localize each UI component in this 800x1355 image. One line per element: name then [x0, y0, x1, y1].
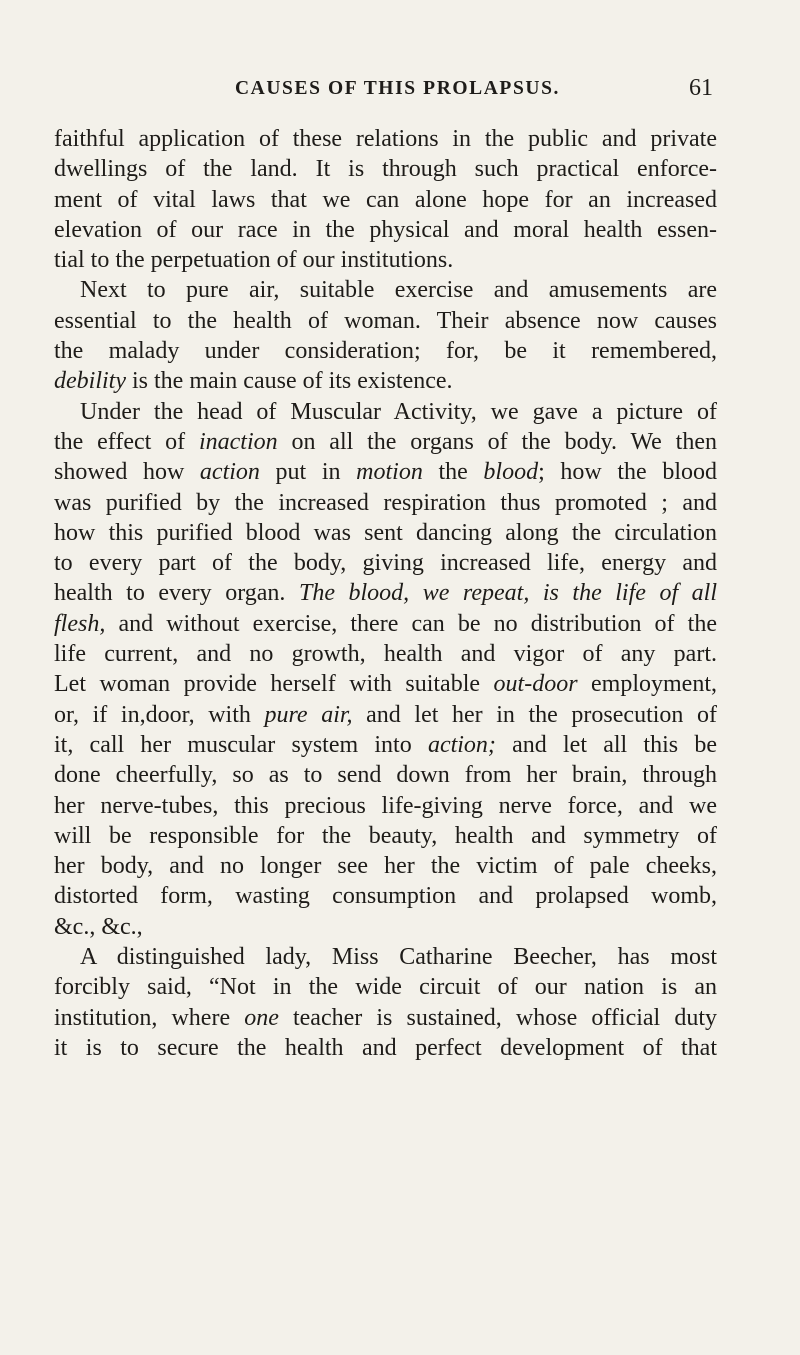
text-line	[54, 851, 717, 881]
text-line	[54, 397, 717, 427]
text-segment: dwellings of the land. It is through such practical enforce-	[54, 156, 717, 183]
italic-text: The blood, we repeat, is the life of all	[298, 580, 717, 607]
text-line	[54, 185, 717, 215]
text-line	[54, 1033, 717, 1063]
text-segment: faithful application of these relations in the public and private	[54, 126, 717, 152]
text-line	[54, 154, 717, 184]
text-segment: distorted form, wasting consumption and prolapsed womb,	[54, 883, 717, 910]
text-segment: the malady under consideration; for, be it remembered,	[54, 338, 717, 365]
text-segment: Next to pure air, suitable exercise and amusements are	[80, 277, 717, 304]
text-segment: and let all this be	[495, 731, 717, 758]
text-segment: and without exercise, there can be no distribution of the	[105, 610, 717, 637]
text-line	[54, 1003, 717, 1033]
italic-text: action;	[427, 731, 496, 758]
text-line	[54, 518, 717, 548]
text-segment: the effect of	[54, 428, 199, 455]
text-line	[54, 669, 717, 699]
text-line	[54, 427, 717, 457]
text-segment: employment,	[577, 671, 718, 698]
text-segment: life current, and no growth, health and vigor of any part.	[54, 641, 717, 668]
text-line	[54, 366, 717, 396]
text-line	[54, 306, 717, 336]
italic-text: one	[244, 1004, 279, 1031]
text-segment: teacher is sustained, whose official duty	[278, 1004, 717, 1031]
text-line	[54, 730, 717, 760]
italic-text: motion	[356, 459, 423, 486]
text-line	[54, 275, 717, 305]
text-segment: will be responsible for the beauty, health and symmetry of	[54, 822, 717, 849]
text-segment: put in	[259, 459, 357, 486]
text-segment: Under the head of Muscular Activity, we gave a picture of	[80, 398, 717, 425]
text-line	[54, 457, 717, 487]
text-segment: her body, and no longer see her the victim of pale cheeks,	[54, 853, 717, 880]
body-text	[54, 124, 717, 1063]
text-line	[54, 760, 717, 790]
text-segment: or, if in,door, with	[54, 701, 265, 728]
text-segment: it is to secure the health and perfect development of that	[54, 1034, 717, 1061]
text-line	[54, 548, 717, 578]
italic-text: out-door	[493, 671, 578, 698]
text-segment: on all the organs of the body. We then	[277, 428, 717, 455]
text-segment: ; how the blood	[538, 459, 717, 486]
text-segment: forcibly said, “Not in the wide circuit of our nation is an	[54, 974, 717, 1001]
text-line	[54, 639, 717, 669]
text-segment: Let woman provide herself with suitable	[54, 671, 494, 698]
text-line	[54, 488, 717, 518]
italic-text: flesh,	[54, 610, 106, 637]
text-line	[54, 700, 717, 730]
text-segment: A distinguished lady, Miss Catharine Beecher, has most	[80, 944, 717, 971]
text-line	[54, 578, 717, 608]
text-segment: ment of vital laws that we can alone hope for an increased	[54, 186, 717, 213]
text-segment: was purified by the increased respiration thus promoted ; and	[54, 489, 717, 516]
text-line	[54, 791, 717, 821]
text-line	[54, 609, 717, 639]
text-segment: essential to the health of woman. Their absence now causes	[54, 307, 717, 334]
text-line	[54, 245, 717, 275]
page-header	[235, 75, 713, 104]
text-segment: and let her in the prosecution of	[352, 701, 718, 728]
italic-text: pure air,	[264, 701, 353, 728]
text-line	[54, 972, 717, 1002]
text-segment: showed how	[54, 459, 200, 486]
text-line	[54, 124, 717, 154]
text-line	[54, 881, 717, 911]
page-number: 61	[689, 75, 713, 101]
text-segment: to every part of the body, giving increased life, energy and	[54, 550, 717, 577]
text-segment: done cheerfully, so as to send down from her brain, through	[54, 762, 717, 789]
text-segment: &c., &c.,	[54, 913, 143, 940]
running-title: CAUSES OF THIS PROLAPSUS.	[235, 78, 560, 99]
text-line	[54, 942, 717, 972]
italic-text: debility	[54, 368, 126, 395]
text-segment: it, call her muscular system into	[54, 731, 428, 758]
text-segment: institution, where	[54, 1004, 245, 1031]
text-segment: her nerve-tubes, this precious life-giving nerve force, and we	[54, 792, 717, 819]
text-segment: the	[422, 459, 484, 486]
text-line	[54, 821, 717, 851]
text-segment: is the main cause of its existence.	[125, 368, 453, 395]
italic-text: action	[199, 459, 260, 486]
italic-text: blood	[483, 459, 539, 486]
text-line	[54, 215, 717, 245]
italic-text: inaction	[198, 428, 278, 455]
text-segment: how this purified blood was sent dancing along the circulation	[54, 519, 717, 546]
text-segment: tial to the perpetuation of our institutions.	[54, 247, 454, 274]
text-line	[54, 336, 717, 366]
text-segment: health to every organ.	[54, 580, 299, 607]
text-line	[54, 912, 717, 942]
text-segment: elevation of our race in the physical and moral health essen-	[54, 216, 717, 243]
